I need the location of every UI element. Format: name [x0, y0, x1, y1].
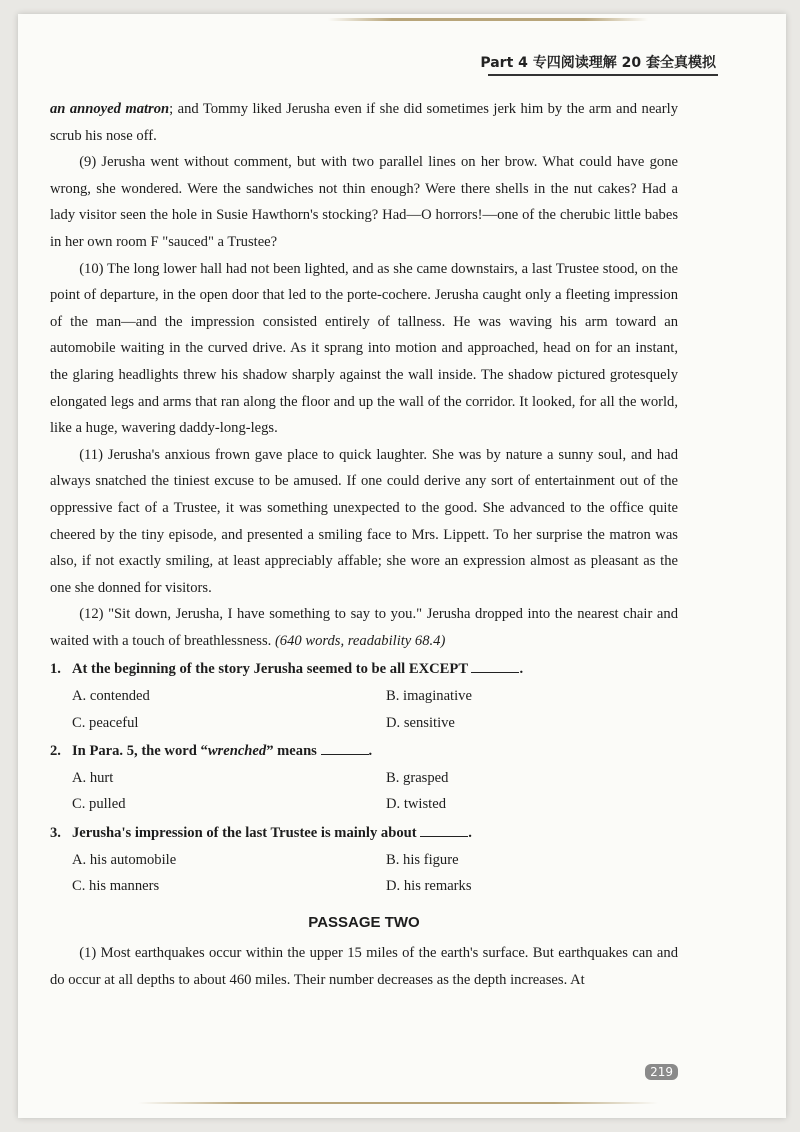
para8-tail: [50, 96, 678, 149]
question-number: 1.: [50, 661, 61, 678]
option-b: B. imaginative: [386, 688, 472, 705]
option-a: A. hurt: [72, 769, 114, 786]
option-d: D. twisted: [386, 796, 446, 813]
question-stem: In Para. 5, the word “: [72, 743, 208, 760]
question-3: [50, 820, 678, 847]
question-1-options: [50, 683, 678, 736]
paragraph-12: [50, 601, 678, 654]
question-2-options: [50, 765, 678, 818]
top-decorative-rule: [328, 18, 648, 21]
paragraph-11: (11) Jerusha's anxious frown gave place to quick laughter. She was by nature a sunny soul, and had always snatched the tiniest excuse to be amused. If one could derive any sort of entertainment out of the oppressive fact of a Trustee, it was something unexpected to the good. She advanced to the office quite cheered by the tiny episode, and presented a smiling face to Mrs. Lippett. To her surprise the matron was also, if not exactly smiling, at least appreciably affable; she wore an expression almost as pleasant as the one she donned for visitors.: [50, 446, 678, 596]
option-c: C. pulled: [72, 796, 126, 813]
question-3-options: [50, 847, 678, 900]
question-stem: At the beginning of the story Jerusha seemed to be all EXCEPT: [72, 661, 468, 678]
option-a: A. his automobile: [72, 851, 177, 868]
option-c: C. his manners: [72, 878, 160, 895]
running-header: Part 4 专四阅读理解 20 套全真模拟: [480, 55, 716, 71]
header-rule: [488, 74, 718, 76]
word-count-citation: (640 words, readability 68.4): [274, 632, 446, 649]
book-page: [18, 14, 786, 1118]
option-c: C. peaceful: [72, 714, 139, 731]
answer-blank: [420, 824, 468, 837]
question-stem: Jerusha's impression of the last Trustee is mainly about: [72, 825, 417, 842]
question-2: 2. In Para. 5, the word “wrenched” means .: [50, 738, 678, 765]
question-key-word: wrenched: [207, 743, 267, 760]
footer-decorative-rule: [138, 1102, 658, 1104]
option-b: B. his figure: [386, 851, 459, 868]
paragraph-12-text: (12) "Sit down, Jerusha, I have something to say to you." Jerusha dropped into the nearest chair and waited with a touch of breathlessness.: [50, 606, 678, 649]
question-number: 3.: [50, 825, 61, 842]
question-number: 2.: [50, 743, 61, 760]
question-1: [50, 656, 678, 683]
question-stem-end: ” means: [266, 743, 317, 760]
page-number: 219: [645, 1064, 678, 1080]
para8-tail-text: ; and Tommy liked Jerusha even if she did sometimes jerk him by the arm and nearly scrub his nose off.: [50, 101, 678, 144]
option-b: B. grasped: [386, 769, 449, 786]
paragraph-9: (9) Jerusha went without comment, but with two parallel lines on her brow. What could have gone wrong, she wondered. Were the sandwiches not thin enough? Were there shells in the nut cakes? Had a lady visitor seen the hole in Susie Hawthorn's stocking? Had—O horrors!—one of the cherubic little babes in her own room F "sauced" a Trustee?: [50, 154, 678, 250]
passage-two-paragraph-1: (1) Most earthquakes occur within the upper 15 miles of the earth's surface. But earthquakes can and do occur at all depths to about 460 miles. Their number decreases as the depth increases. At: [50, 945, 678, 988]
emphasis-phrase: an annoyed matron: [50, 101, 170, 117]
option-a: A. contended: [72, 688, 150, 705]
option-d: D. sensitive: [386, 714, 455, 731]
answer-blank: [471, 660, 519, 673]
option-d: D. his remarks: [386, 878, 472, 895]
paragraph-10: (10) The long lower hall had not been lighted, and as she came downstairs, a last Trustee stood, on the point of departure, in the open door that led to the porte-cochere. Jerusha caught only a fleeting impression of the man—and the impression consisted entirely of tallness. He was waving his arm toward an automobile waiting in the curved drive. As it sprang into motion and approached, head on for an instant, the glaring headlights threw his shadow sharply against the wall inside. The shadow pictured grotesquely elongated legs and arms that ran along the floor and up the wall of the corridor. It looked, for all the world, like a huge, wavering daddy-long-legs.: [50, 260, 678, 437]
passage-two-title: PASSAGE TWO: [308, 913, 420, 931]
question-stem-end: .: [468, 825, 472, 842]
page-content: [50, 96, 678, 994]
answer-blank: [321, 742, 369, 755]
question-stem-end: .: [519, 661, 524, 678]
